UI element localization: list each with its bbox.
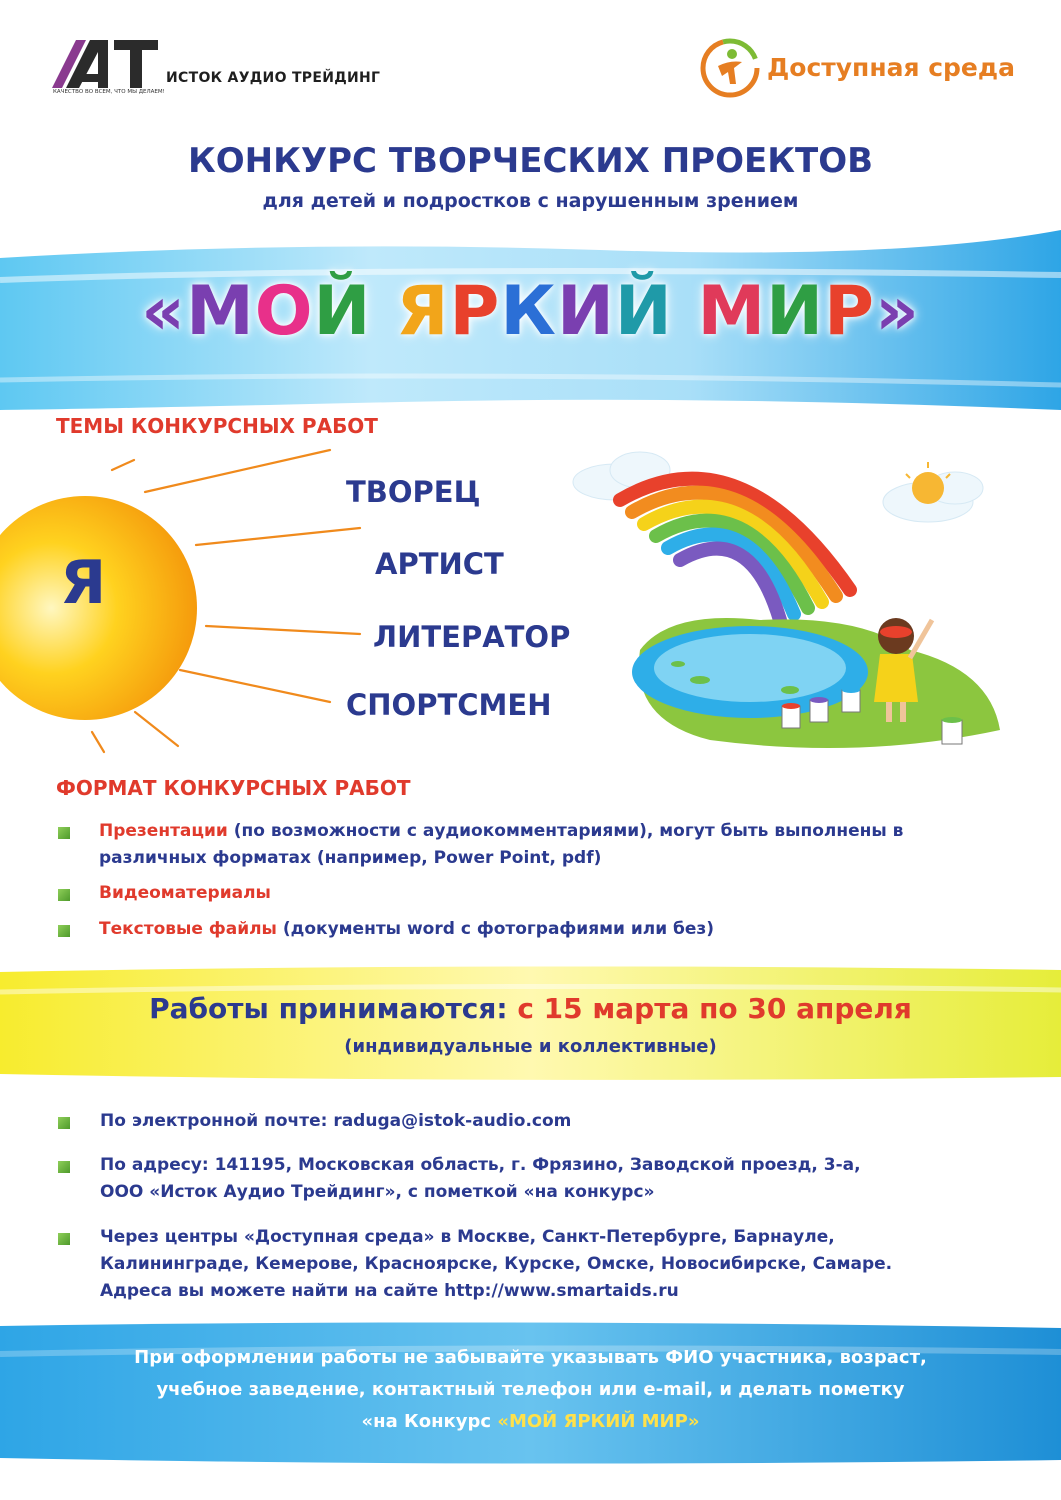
green-bullet-icon [58,1233,70,1245]
footer-line-3 [0,1411,1061,1432]
footer-line-2: учебное заведение, контактный телефон или e-mail, и делать пометку [156,1379,905,1400]
green-bullet-icon [58,925,70,937]
sun-illustration-icon [0,440,370,770]
rainbow-child-illustration-icon [560,440,1020,760]
main-title-letter: И [766,272,825,351]
green-bullet-icon [58,889,70,901]
dates-value: с 15 марта по 30 апреля [517,992,912,1025]
theme-artist: АРТИСТ [375,547,504,581]
submission-line: Калининграде, Кемерове, Красноярске, Курске, Омске, Новосибирске, Самаре. [100,1254,893,1274]
istok-audio-logo-text: ИСТОК АУДИО ТРЕЙДИНГ [166,70,381,86]
dates-label: Работы принимаются: [149,992,518,1025]
contest-title: КОНКУРС ТВОРЧЕСКИХ ПРОЕКТОВ [187,141,874,181]
submission-email [100,1108,571,1135]
theme-sportsman: СПОРТСМЕН [346,688,552,722]
submission-centers [100,1224,892,1305]
theme-writer: ЛИТЕРАТОР [373,620,571,654]
main-title-space [673,272,698,351]
submission-line: Адреса вы можете найти на сайте http://www.smartaids.ru [100,1281,679,1301]
main-title [0,272,1061,351]
main-title-letter: О [254,272,314,351]
submission-line: По электронной почте: raduga@istok-audio.com [100,1111,572,1131]
format-item-text-files [99,916,714,943]
contest-subtitle: для детей и подростков с нарушенным зрением [262,190,799,212]
dates-note: (индивидуальные и коллективные) [344,1036,717,1057]
main-title-letter: Й [614,272,673,351]
sun-letter: Я [60,548,107,618]
main-title-letter: Р [449,272,501,351]
themes-heading: ТЕМЫ КОНКУРСНЫХ РАБОТ [56,414,378,438]
footer-line-3-highlight: «МОЙ ЯРКИЙ МИР» [497,1411,700,1432]
green-bullet-icon [58,1117,70,1129]
main-title-letter: М [186,272,255,351]
theme-creator: ТВОРЕЦ [346,475,481,509]
format-item-highlight: Видеоматериалы [99,883,271,903]
footer-line-3-prefix: «на Конкурс [361,1411,498,1432]
main-title-letter: К [500,272,557,351]
dostupnaya-sreda-logo-icon [698,36,762,100]
main-title-letter: Р [824,272,875,351]
submission-line: Через центры «Доступная среда» в Москве, Санкт-Петербурге, Барнауле, [100,1227,835,1247]
submission-line: ООО «Исток Аудио Трейдинг», с пометкой «на конкурс» [100,1182,655,1202]
format-heading: ФОРМАТ КОНКУРСНЫХ РАБОТ [56,776,411,800]
format-item-highlight: Презентации [99,821,228,841]
footer-line-1: При оформлении работы не забывайте указывать ФИО участника, возраст, [134,1347,927,1368]
dostupnaya-sreda-logo-text: Доступная среда [767,53,1015,82]
main-title-letter: М [697,272,767,351]
format-item-video [99,880,271,907]
main-title-space [371,272,396,351]
submission-address [100,1152,861,1206]
main-title-letter: И [556,272,615,351]
main-title-close-quote: » [874,272,920,351]
green-bullet-icon [58,1161,70,1173]
green-bullet-icon [58,827,70,839]
istok-audio-slogan: КАЧЕСТВО ВО ВСЕМ, ЧТО МЫ ДЕЛАЕМ! [53,89,165,95]
main-title-open-quote: « [141,272,187,351]
format-item-text: (документы word с фотографиями или без) [276,919,715,939]
format-item-text-line2: различных форматах (например, Power Point, pdf) [99,848,602,868]
format-item-presentations [99,818,999,872]
format-item-highlight: Текстовые файлы [99,919,277,939]
main-title-letter: Я [396,272,450,351]
submission-dates [0,992,1061,1025]
main-title-letter: Й [313,272,372,351]
submission-line: По адресу: 141195, Московская область, г. Фрязино, Заводской проезд, 3-а, [100,1155,861,1175]
format-item-text: (по возможности с аудиокомментариями), могут быть выполнены в [227,821,904,841]
